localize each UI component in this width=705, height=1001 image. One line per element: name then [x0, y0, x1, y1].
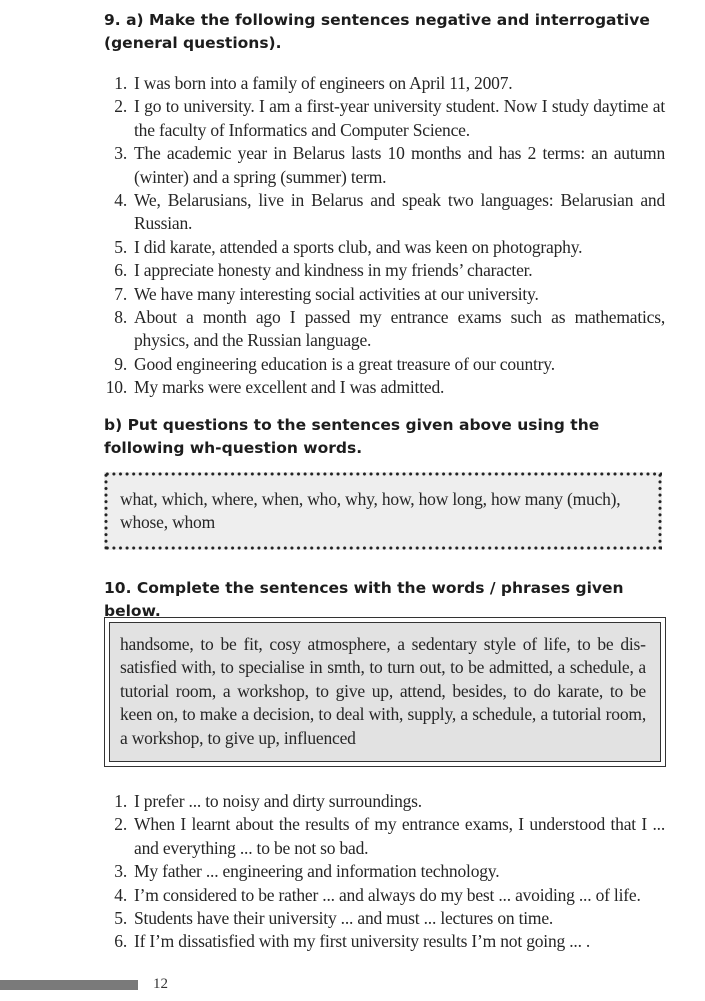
- page-number: 12: [153, 976, 168, 992]
- list-item: 3. The academic year in Belarus lasts 10 months and has 2 terms: an autumn (winter) and a spring (summer) term.: [114, 143, 665, 187]
- list-item: 10. My marks were excellent and I was admitted.: [105, 377, 445, 398]
- list-item: 5. Students have their university ... and must ... lectures on time.: [114, 908, 554, 929]
- exercise-9-sentence-list: [100, 72, 665, 400]
- wh-words-box: [104, 472, 662, 550]
- list-item: 6. If I’m dissatisfied with my first university results I’m not going ... .: [114, 931, 591, 952]
- list-item: 3. My father ... engineering and information technology.: [114, 861, 500, 882]
- list-item: 4. I’m considered to be rather ... and always do my best ... avoiding ... of life.: [114, 884, 641, 905]
- exercise-9b-heading: b) Put questions to the sentences given above using the following wh-question words.: [104, 416, 600, 457]
- footer-bar: [0, 980, 138, 990]
- list-item: 6. I appreciate honesty and kindness in my friends’ character.: [114, 260, 533, 281]
- word-bank-text: handsome, to be fit, cosy atmosphere, a sedentary style of life, to be dissatisfied with, to specialise in smth, to turn out, to be admitted, a schedule, a tutorial room, a workshop, to give up, attend, besides, to do karate, to be keen on, to make a decision, to deal with, supply, a schedule, a tutorial room, a workshop, to give up, influenced: [120, 634, 646, 748]
- list-item: 1. I prefer ... to noisy and dirty surroundings.: [114, 791, 422, 811]
- exercise-10-sentence-list: [100, 790, 665, 954]
- list-item: 5. I did karate, attended a sports club, and was keen on photography.: [114, 236, 583, 257]
- word-bank-box: [104, 617, 666, 767]
- list-item: 1. I was born into a family of engineers on April 11, 2007.: [114, 73, 513, 93]
- exercise-10-heading: 10. Complete the sentences with the words / phrases given below.: [104, 579, 624, 620]
- wh-words-text: what, which, where, when, who, why, how, how long, how many (much), whose, whom: [120, 489, 621, 533]
- exercise-9a-heading: 9. a) Make the following sentences negative and interrogative (general questions).: [104, 11, 650, 52]
- list-item: 7. We have many interesting social activities at our university.: [114, 283, 539, 304]
- list-item: 8. About a month ago I passed my entrance exams such as mathematics, physics, and the Russian language.: [114, 307, 665, 351]
- list-item: 2. I go to university. I am a first-year university student. Now I study daytime at the faculty of Informatics and Computer Science.: [114, 96, 665, 140]
- list-item: 2. When I learnt about the results of my entrance exams, I understood that I ... and everything ... to be not so bad.: [114, 814, 665, 858]
- list-item: 9. Good engineering education is a great treasure of our country.: [114, 353, 555, 374]
- list-item: 4. We, Belarusians, live in Belarus and speak two languages: Belarusian and Russian.: [114, 190, 665, 234]
